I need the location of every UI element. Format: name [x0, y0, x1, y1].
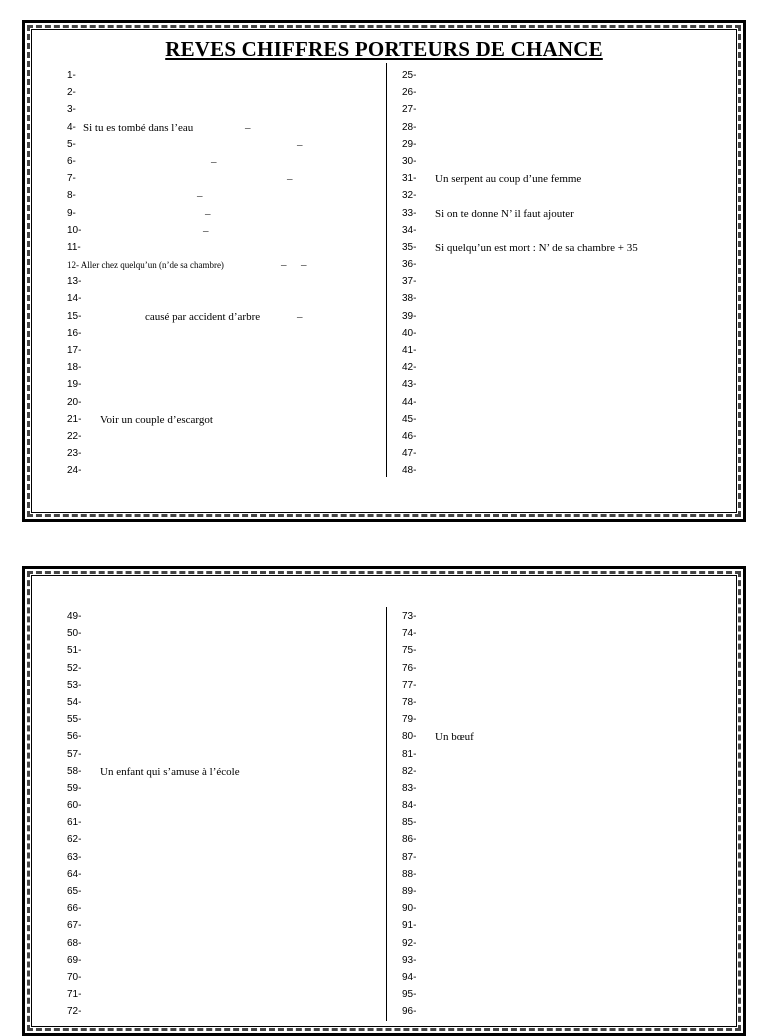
item-number: 73- — [402, 611, 417, 622]
item-number: 81- — [402, 748, 417, 760]
item-number: 83- — [402, 782, 417, 794]
item-number: 27- — [402, 104, 417, 116]
item-number: 1- — [67, 70, 76, 81]
item-number: 15- — [67, 310, 82, 322]
dream-description: Si quelqu’un est mort : N’ de sa chambre + 35 — [435, 241, 638, 254]
item-number: 50- — [67, 628, 82, 640]
item-number: 64- — [67, 868, 82, 880]
item-number: 33- — [402, 207, 417, 219]
item-number: 95- — [402, 989, 417, 1001]
dream-description: Si tu es tombé dans l’eau — [83, 121, 194, 134]
item-number: 5- — [67, 138, 76, 150]
item-number: 48- — [402, 465, 417, 477]
item-number: 80- — [402, 731, 417, 743]
blank-dash: – — [297, 310, 303, 323]
dream-description: Si on te donne N’ il faut ajouter — [435, 207, 574, 220]
item-number: 22- — [67, 430, 82, 442]
item-number: 61- — [67, 817, 82, 829]
item-number: 8- — [67, 190, 76, 202]
item-number: 94- — [402, 971, 417, 983]
item-number: 9- — [67, 207, 76, 219]
item-number: 19- — [67, 379, 82, 391]
item-number: 38- — [402, 293, 417, 305]
column-divider — [386, 63, 387, 477]
item-number: 96- — [402, 1006, 417, 1018]
item-number: 63- — [67, 851, 82, 863]
item-number: 2- — [67, 87, 76, 99]
item-number: 58- — [67, 765, 82, 777]
item-number: 72- — [67, 1006, 82, 1018]
item-number: 67- — [67, 920, 82, 932]
item-number: 46- — [402, 430, 417, 442]
item-number: 21- — [67, 413, 82, 425]
item-number: 52- — [67, 662, 82, 674]
item-number: 85- — [402, 817, 417, 829]
item-number: 14- — [67, 293, 82, 305]
dream-description: Un serpent au coup d’une femme — [435, 173, 582, 186]
item-number: 6- — [67, 155, 76, 167]
item-number: 84- — [402, 800, 417, 812]
blank-dash: – — [205, 207, 211, 220]
item-number: 10- — [67, 224, 82, 236]
item-number: 31- — [402, 173, 417, 185]
item-number: 79- — [402, 714, 417, 726]
item-number: 4- — [67, 121, 76, 133]
item-number: 28- — [402, 121, 417, 133]
item-number: 29- — [402, 138, 417, 150]
item-number: 3- — [67, 104, 76, 116]
blank-dash: – — [211, 155, 217, 168]
item-number: 87- — [402, 851, 417, 863]
dream-numbers-card-1 — [22, 20, 746, 522]
item-number: 47- — [402, 448, 417, 460]
item-number: 89- — [402, 886, 417, 897]
item-number: 26- — [402, 87, 417, 99]
item-number: 62- — [67, 834, 82, 846]
dream-description: Voir un couple d’escargot — [100, 413, 213, 426]
blank-dash: – — [301, 259, 307, 272]
item-number: 13- — [67, 276, 82, 288]
item-number: 54- — [67, 696, 82, 708]
item-number: 59- — [67, 782, 82, 794]
blank-dash: – — [197, 190, 203, 203]
item-number: 16- — [67, 327, 82, 339]
item-number: 68- — [67, 937, 82, 949]
blank-dash: – — [281, 259, 287, 272]
item-number: 70- — [67, 971, 82, 983]
item-number: 82- — [402, 765, 417, 777]
item-number: 56- — [67, 731, 82, 743]
item-number: 92- — [402, 937, 417, 949]
item-number: 11- — [67, 241, 81, 253]
item-number: 43- — [402, 379, 417, 391]
item-number: 55- — [67, 714, 82, 726]
item-number: 71- — [67, 989, 82, 1001]
blank-dash: – — [203, 224, 209, 237]
blank-dash: – — [297, 138, 303, 151]
item-number: 90- — [402, 903, 417, 915]
item-number: 7- — [67, 173, 76, 185]
item-number: 78- — [402, 696, 417, 708]
item-number: 24- — [67, 465, 82, 477]
item-number: 75- — [402, 645, 417, 657]
item-number: 30- — [402, 155, 417, 167]
dream-description: Un enfant qui s’amuse à l’école — [100, 765, 240, 778]
item-number: 88- — [402, 868, 417, 880]
item-number: 69- — [67, 954, 82, 966]
blank-dash: – — [245, 121, 251, 134]
item-number: 42- — [402, 362, 417, 374]
dream-description: Un bœuf — [435, 731, 474, 744]
item-number: 25- — [402, 70, 417, 81]
item-number: 93- — [402, 954, 417, 966]
blank-dash: – — [287, 173, 293, 186]
item-number: 65- — [67, 886, 82, 897]
item-number: 53- — [67, 679, 82, 691]
item-number: 39- — [402, 310, 417, 322]
item-number: 32- — [402, 190, 417, 202]
item-number: 57- — [67, 748, 82, 760]
item-number: 76- — [402, 662, 417, 674]
item-number: 41- — [402, 345, 417, 356]
item-number: 44- — [402, 396, 417, 408]
item-number: 91- — [402, 920, 417, 932]
item-number: 18- — [67, 362, 82, 374]
item-number: 51- — [67, 645, 82, 657]
item-number: 74- — [402, 628, 417, 640]
item-number: 66- — [67, 903, 82, 915]
item-number: 49- — [67, 611, 82, 622]
item-number: 77- — [402, 679, 417, 691]
item-number: 34- — [402, 224, 417, 236]
dream-description: 12- Aller chez quelqu’un (n’de sa chambre) — [67, 260, 224, 271]
item-number: 60- — [67, 800, 82, 812]
item-number: 36- — [402, 259, 417, 271]
column-divider — [386, 607, 387, 1021]
item-number: 86- — [402, 834, 417, 846]
item-number: 35- — [402, 241, 417, 253]
dream-description: causé par accident d’arbre — [145, 310, 261, 323]
item-number: 37- — [402, 276, 417, 288]
page-title: REVES CHIFFRES PORTEURS DE CHANCE — [165, 37, 603, 61]
item-number: 45- — [402, 413, 417, 425]
item-number: 17- — [67, 345, 82, 356]
dream-numbers-card-2 — [22, 566, 746, 1036]
item-number: 20- — [67, 396, 82, 408]
item-number: 23- — [67, 448, 82, 460]
item-number: 40- — [402, 327, 417, 339]
